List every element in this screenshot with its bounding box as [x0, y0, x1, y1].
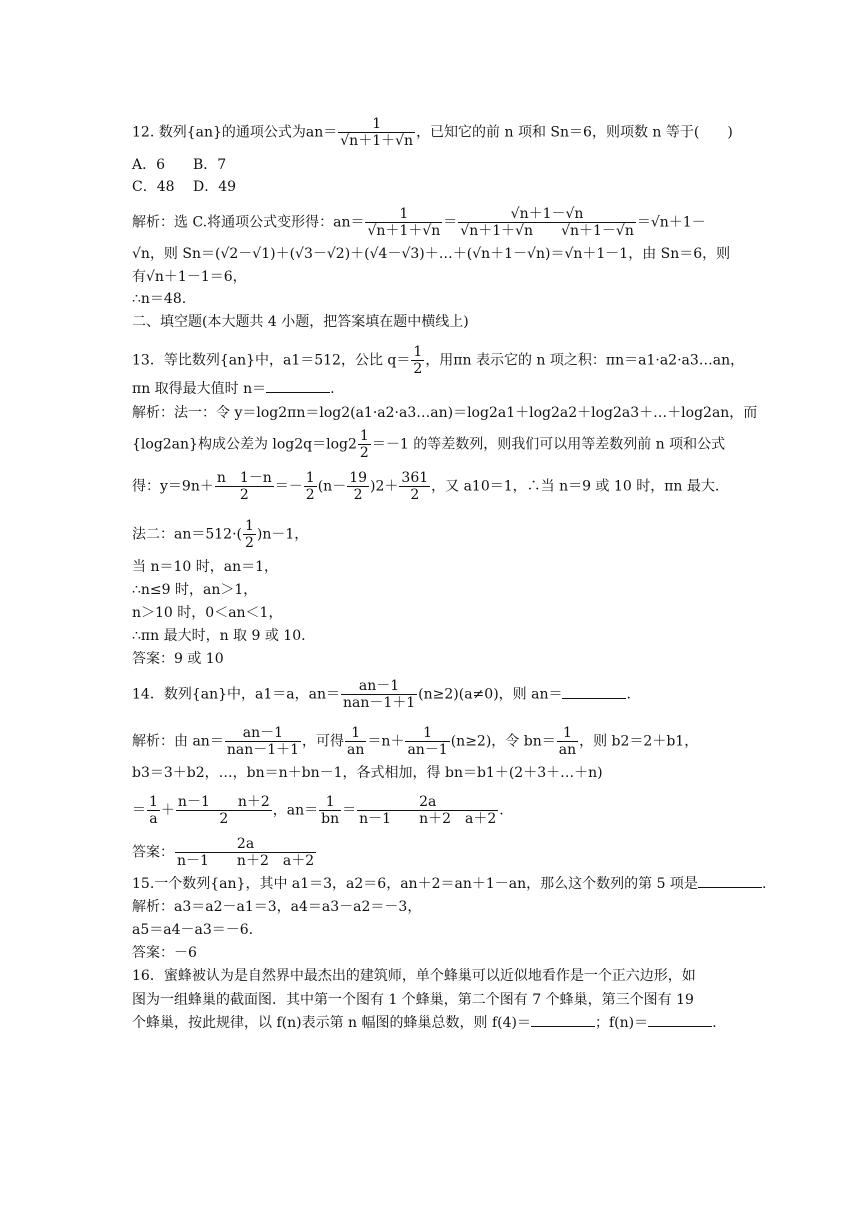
- q13-fraction-2: [304, 470, 317, 503]
- fraction-numerator: 19: [349, 470, 368, 486]
- fraction-numerator: 1: [338, 116, 415, 133]
- q12-stem-text-a: 12. 数列{an}的通项公式为an＝: [132, 124, 338, 141]
- q13-line7: n＞10 时，0＜an＜1，: [132, 605, 283, 621]
- q13-line6: ∴n≤9 时，an＞1，: [132, 582, 258, 598]
- q14-solution-line3: [132, 794, 504, 827]
- q14-stem-text-a: 14．数列{an}中，a1＝a，an＝: [132, 686, 340, 703]
- fraction-numerator: √n＋1－√n: [458, 206, 636, 223]
- q14-solution-text-e: ，则 b2＝2＋b1，: [579, 733, 699, 750]
- fraction-denominator: a: [149, 811, 158, 827]
- section-heading: 二、填空题(本大题共 4 小题，把答案填在题中横线上): [132, 314, 469, 330]
- fraction-numerator: 1: [405, 725, 449, 742]
- q13-solution-text-a: {log2an}构成公差为 log2q＝log2: [132, 436, 357, 453]
- q13-solution-text-d: )2＋: [370, 478, 399, 495]
- q13-method2-text-b: )n－1，: [256, 526, 309, 543]
- q13-solution-line2: [132, 428, 725, 461]
- q16-text-b: ；f(n)＝: [594, 1015, 649, 1031]
- q12-solution-line2: √n，则 Sn＝(√2－√1)＋(√3－√2)＋(√4－√3)＋…＋(√n＋1－√n)＝√n＋1－1，由 Sn＝6，则: [132, 246, 731, 262]
- q13-solution-fraction: [358, 428, 371, 461]
- q12-solution-line4: ∴n＝48.: [132, 291, 187, 307]
- q15-answer: 答案：－6: [132, 945, 197, 961]
- q13-line8: ∴πn 最大时，n 取 9 或 10.: [132, 628, 306, 644]
- q14-solution-text-e: .: [499, 802, 504, 819]
- q12-solution-line1: [132, 206, 706, 239]
- fraction-numerator: 1: [149, 794, 158, 810]
- fraction-denominator: 2: [410, 487, 420, 503]
- fraction-numerator: n－1 n＋2: [177, 794, 270, 810]
- period: .: [626, 686, 631, 703]
- fraction-numerator: 1: [345, 725, 366, 742]
- q13-fraction-3: [347, 470, 369, 503]
- fraction-numerator: 361: [401, 470, 429, 486]
- q13-line5: 当 n＝10 时，an＝1，: [132, 559, 279, 575]
- q13-solution-text-b: ＝－: [274, 478, 303, 495]
- q14-stem-text-b: (n≥2)(a≠0)，则 an＝: [418, 686, 563, 703]
- q13-method2-fraction: [243, 518, 256, 551]
- q12-solution-text: 解析：选 C.将通项公式变形得：an＝: [132, 214, 365, 231]
- q13-solution-line3: [132, 470, 719, 503]
- q14-solution-text-c: ，an＝: [272, 802, 319, 819]
- q14-answer: [132, 836, 317, 869]
- q15-stem: [132, 875, 766, 893]
- fraction-denominator: √n＋1＋√n: [367, 223, 441, 239]
- q14-solution-line1: [132, 725, 698, 758]
- q13-stem-line2: [132, 380, 335, 398]
- q14-fraction-5: [147, 794, 160, 827]
- fraction-denominator: 2: [413, 361, 423, 377]
- q13-fraction-1: [215, 470, 274, 503]
- fraction-denominator: 2: [353, 487, 363, 503]
- q16-line3: [132, 1014, 717, 1032]
- q14-solution-text-d: ＝: [342, 802, 357, 819]
- q12-options-cd: C．48 D．49: [132, 179, 237, 195]
- q13-stem-text-c: πn 取得最大值时 n＝: [132, 381, 267, 397]
- q12-stem: [132, 116, 733, 149]
- fraction-numerator: an－1: [225, 725, 301, 742]
- q14-fraction-1: [225, 725, 301, 758]
- answer-blank-f4[interactable]: [531, 1014, 595, 1027]
- q15-solution-line1: 解析：a3＝a2－a1＝3，a4＝a3－a2＝－3，: [132, 899, 422, 915]
- fraction-denominator: bn: [321, 811, 340, 827]
- q13-stem-text-a: 13．等比数列{an}中，a1＝512，公比 q＝: [132, 352, 411, 369]
- q14-fraction-7: [319, 794, 341, 827]
- q14-solution-line2: b3＝3＋b2，…，bn＝n＋bn－1，各式相加，得 bn＝b1＋(2＋3＋…＋n): [132, 765, 603, 781]
- q14-fraction-2: [345, 725, 366, 758]
- answer-blank-fn[interactable]: [648, 1014, 712, 1027]
- q13-solution-text-b: ＝－1 的等差数列，则我们可以用等差数列前 n 项和公式: [371, 436, 726, 453]
- fraction-numerator: 2a: [357, 794, 498, 811]
- fraction-denominator: an: [347, 742, 365, 758]
- q13-method2-text-a: 法二：an＝512·(: [132, 526, 242, 543]
- fraction-denominator: 2: [239, 487, 249, 503]
- q14-solution-text-b: ＋: [160, 802, 175, 819]
- q14-solution-text-c: ＝n＋: [367, 733, 405, 750]
- fraction-denominator: √n＋1＋√n: [340, 133, 414, 149]
- fraction-denominator: n－1 n＋2 a＋2: [359, 811, 497, 827]
- fraction-numerator: 1: [319, 794, 341, 811]
- q16-line1: 16．蜜蜂被认为是自然界中最杰出的建筑师，单个蜂巢可以近似地看作是一个正六边形，如: [132, 968, 696, 984]
- q14-stem: [132, 678, 631, 711]
- q14-recurrence-fraction: [341, 678, 417, 711]
- fraction-numerator: 1: [557, 725, 578, 742]
- fraction-denominator: 2: [219, 811, 229, 827]
- fraction-numerator: 1: [365, 206, 442, 223]
- fraction-numerator: an－1: [341, 678, 417, 695]
- answer-blank[interactable]: [266, 380, 330, 393]
- fraction-denominator: nan－1＋1: [342, 695, 416, 711]
- q14-answer-label: 答案：: [132, 844, 174, 861]
- fraction-denominator: n－1 n＋2 a＋2: [177, 853, 315, 869]
- q14-fraction-3: [405, 725, 449, 758]
- q14-fraction-4: [557, 725, 578, 758]
- q12-options-ab: A．6 B．7: [132, 157, 227, 173]
- fraction-denominator: nan－1＋1: [226, 742, 300, 758]
- q14-fraction-6: [176, 794, 272, 827]
- q14-solution-text-a: ＝: [132, 802, 146, 819]
- q13-stem-line1: [132, 344, 744, 377]
- q14-solution-text-d: (n≥2)，令 bn＝: [450, 733, 556, 750]
- fraction-numerator: 1: [413, 344, 423, 360]
- q13-fraction-4: [399, 470, 430, 503]
- q14-answer-fraction: [175, 836, 316, 869]
- fraction-denominator: 2: [305, 487, 315, 503]
- fraction-numerator: n 1－n: [216, 470, 272, 486]
- answer-blank[interactable]: [562, 686, 626, 699]
- q13-stem-text-b: ，用πn 表示它的 n 项之积：πn＝a1·a2·a3…an，: [425, 352, 745, 369]
- answer-blank[interactable]: [698, 875, 762, 888]
- q12-solution-text-b: ＝√n＋1－: [636, 214, 706, 231]
- fraction-numerator: 2a: [175, 836, 316, 853]
- period: .: [712, 1015, 717, 1031]
- q14-fraction-8: [357, 794, 498, 827]
- fraction-denominator: an－1: [407, 742, 448, 758]
- q13-answer: 答案：9 或 10: [132, 651, 224, 667]
- q14-solution-text-b: ，可得: [302, 733, 345, 750]
- fraction-numerator: 1: [305, 470, 315, 486]
- equals-sign: ＝: [443, 214, 458, 231]
- period: .: [761, 876, 767, 892]
- q13-ratio-fraction: [411, 344, 424, 377]
- q12-formula-fraction: [338, 116, 415, 149]
- q16-line2: 图为一组蜂巢的截面图．其中第一个图有 1 个蜂巢，第二个图有 7 个蜂巢，第三个图有 19: [132, 992, 694, 1008]
- q15-solution-line2: a5＝a4－a3＝－6.: [132, 922, 254, 938]
- fraction-denominator: 2: [359, 445, 369, 461]
- q13-solution-text-c: (n－: [317, 478, 347, 495]
- fraction-denominator: an: [558, 742, 577, 758]
- q15-stem-text: 15.一个数列{an}，其中 a1＝3，a2＝6，an＋2＝an＋1－an，那么这个数列的第 5 项是: [132, 876, 698, 892]
- q12-stem-text-b: ，已知它的前 n 项和 Sn＝6，则项数 n 等于( ): [416, 124, 733, 141]
- fraction-numerator: 1: [359, 428, 369, 444]
- q12-solution-fraction-2: [458, 206, 636, 239]
- q12-solution-fraction-1: [365, 206, 442, 239]
- q13-solution-text-e: ，又 a10＝1，∴当 n＝9 或 10 时，πn 最大.: [431, 478, 720, 495]
- fraction-numerator: 1: [245, 518, 254, 534]
- q16-text-a: 个蜂巢，按此规律，以 f(n)表示第 n 幅图的蜂巢总数，则 f(4)＝: [132, 1015, 531, 1031]
- q13-solution-text-a: 得：y＝9n＋: [132, 478, 214, 495]
- fraction-denominator: √n＋1＋√n √n＋1－√n: [460, 223, 634, 239]
- q14-solution-text-a: 解析：由 an＝: [132, 733, 224, 750]
- period: .: [330, 381, 335, 397]
- q12-solution-line3: 有√n＋1－1＝6，: [132, 269, 247, 285]
- q13-solution-line1: 解析：法一：令 y＝log2πn＝log2(a1·a2·a3…an)＝log2a1＋log2a2＋log2a3＋…＋log2an，而: [132, 405, 758, 421]
- q13-method2: [132, 518, 308, 551]
- fraction-denominator: 2: [245, 535, 254, 551]
